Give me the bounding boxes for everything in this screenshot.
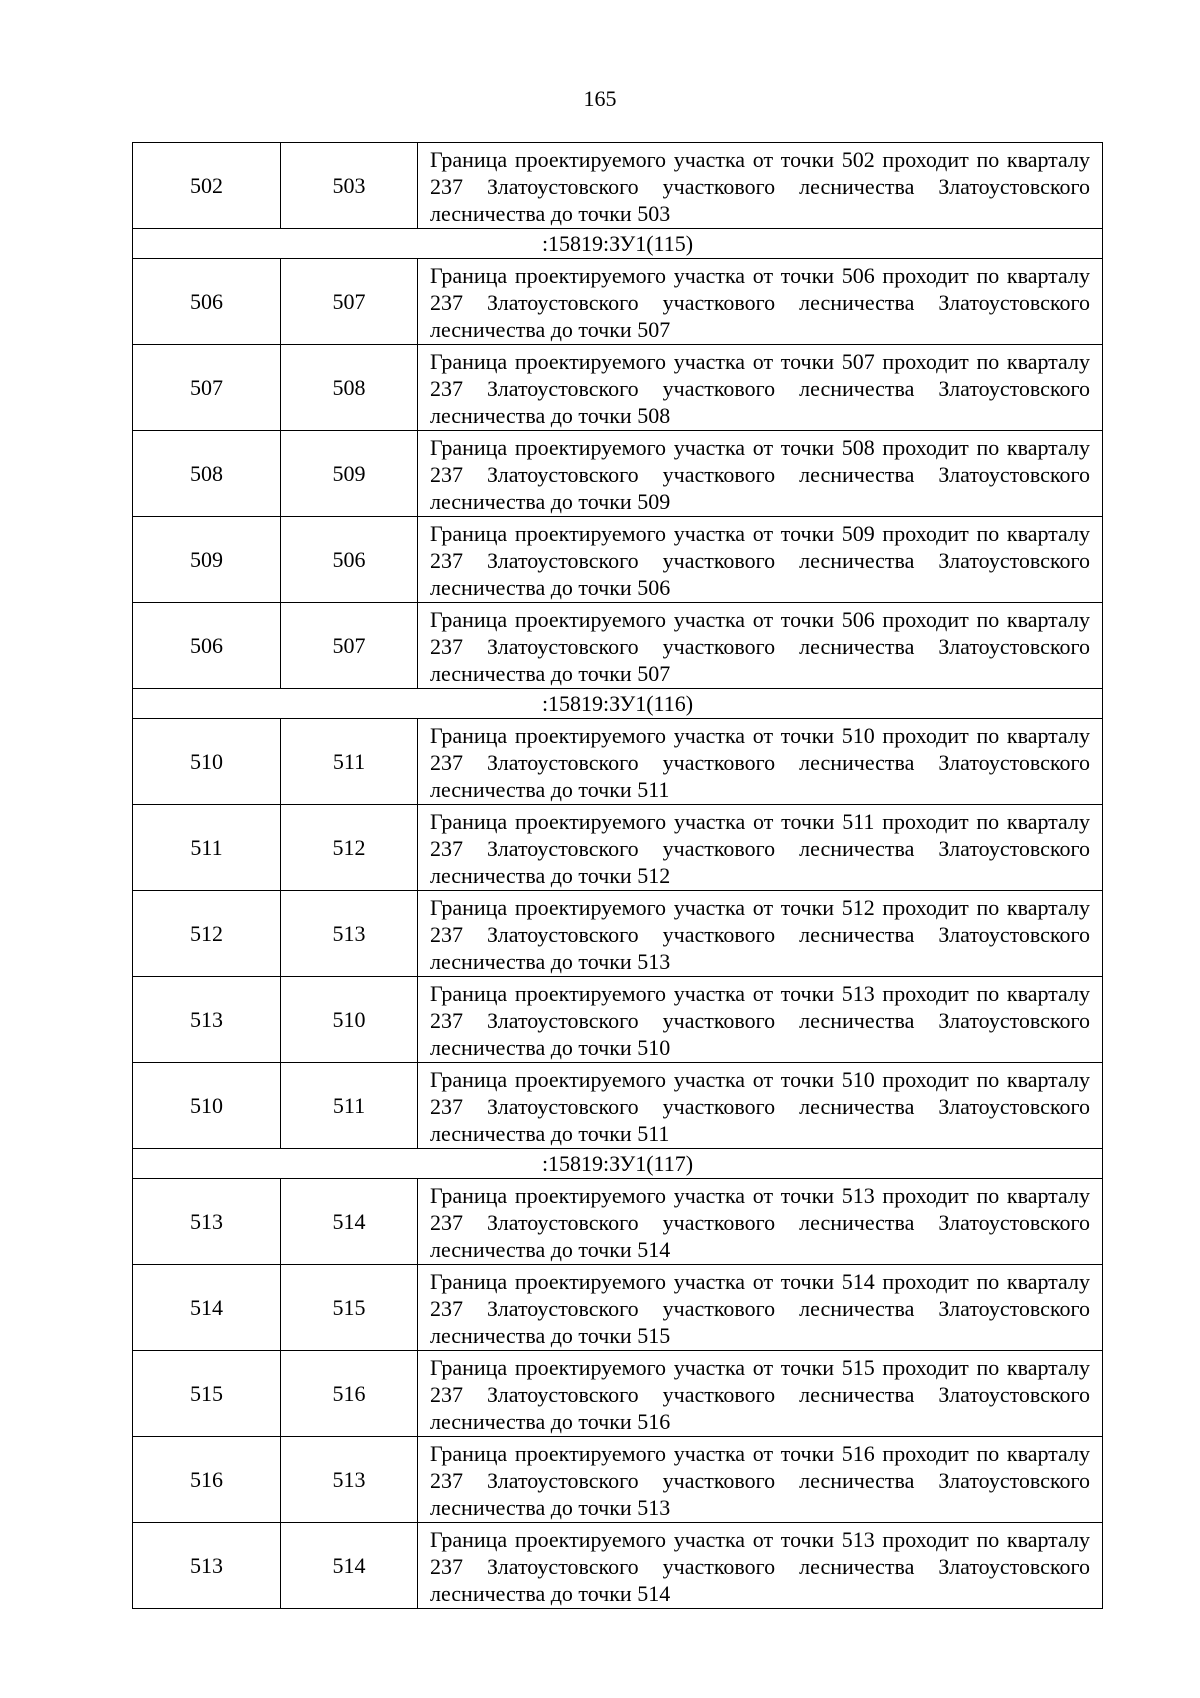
point-to-cell: 510: [281, 977, 418, 1063]
point-to-cell: 503: [281, 143, 418, 229]
page-number: 165: [583, 86, 617, 111]
table-row: [133, 719, 1103, 805]
point-from-cell: 510: [133, 1063, 281, 1149]
table-row: [133, 1063, 1103, 1149]
point-to-cell: 509: [281, 431, 418, 517]
table-row: [133, 977, 1103, 1063]
point-from-cell: 512: [133, 891, 281, 977]
boundary-description-cell: Граница проектируемого участка от точки 510 проходит по кварталу 237 Златоустовского участкового лесничества Златоустовского лесничества до точки 511: [418, 719, 1103, 805]
table-body: [133, 143, 1103, 1609]
boundary-description-cell: Граница проектируемого участка от точки 513 проходит по кварталу 237 Златоустовского участкового лесничества Златоустовского лесничества до точки 514: [418, 1523, 1103, 1609]
table-row: [133, 259, 1103, 345]
table-row: [133, 1437, 1103, 1523]
point-to-cell: 508: [281, 345, 418, 431]
table-row: [133, 143, 1103, 229]
boundary-description-cell: Граница проектируемого участка от точки 512 проходит по кварталу 237 Златоустовского участкового лесничества Златоустовского лесничества до точки 513: [418, 891, 1103, 977]
section-header-row: [133, 229, 1103, 259]
point-to-cell: 515: [281, 1265, 418, 1351]
table-row: [133, 517, 1103, 603]
point-from-cell: 511: [133, 805, 281, 891]
point-from-cell: 515: [133, 1351, 281, 1437]
table-row: [133, 431, 1103, 517]
table-row: [133, 1351, 1103, 1437]
point-from-cell: 507: [133, 345, 281, 431]
point-from-cell: 513: [133, 1523, 281, 1609]
boundary-description-cell: Граница проектируемого участка от точки 507 проходит по кварталу 237 Златоустовского участкового лесничества Златоустовского лесничества до точки 508: [418, 345, 1103, 431]
point-to-cell: 513: [281, 891, 418, 977]
point-from-cell: 509: [133, 517, 281, 603]
table-row: [133, 1179, 1103, 1265]
table-row: [133, 891, 1103, 977]
boundary-description-cell: Граница проектируемого участка от точки 515 проходит по кварталу 237 Златоустовского участкового лесничества Златоустовского лесничества до точки 516: [418, 1351, 1103, 1437]
table-row: [133, 1523, 1103, 1609]
point-to-cell: 507: [281, 603, 418, 689]
point-from-cell: 513: [133, 1179, 281, 1265]
point-to-cell: 511: [281, 1063, 418, 1149]
boundary-description-cell: Граница проектируемого участка от точки 514 проходит по кварталу 237 Златоустовского участкового лесничества Златоустовского лесничества до точки 515: [418, 1265, 1103, 1351]
boundary-table: [132, 142, 1103, 1609]
point-from-cell: 510: [133, 719, 281, 805]
point-from-cell: 514: [133, 1265, 281, 1351]
boundary-description-cell: Граница проектируемого участка от точки 502 проходит по кварталу 237 Златоустовского участкового лесничества Златоустовского лесничества до точки 503: [418, 143, 1103, 229]
boundary-description-cell: Граница проектируемого участка от точки 509 проходит по кварталу 237 Златоустовского участкового лесничества Златоустовского лесничества до точки 506: [418, 517, 1103, 603]
point-from-cell: 516: [133, 1437, 281, 1523]
point-from-cell: 506: [133, 603, 281, 689]
point-from-cell: 513: [133, 977, 281, 1063]
table-row: [133, 805, 1103, 891]
boundary-description-cell: Граница проектируемого участка от точки 511 проходит по кварталу 237 Златоустовского участкового лесничества Златоустовского лесничества до точки 512: [418, 805, 1103, 891]
section-header-row: [133, 689, 1103, 719]
point-from-cell: 508: [133, 431, 281, 517]
table-row: [133, 345, 1103, 431]
boundary-description-cell: Граница проектируемого участка от точки 506 проходит по кварталу 237 Златоустовского участкового лесничества Златоустовского лесничества до точки 507: [418, 259, 1103, 345]
section-label: :15819:ЗУ1(117): [133, 1149, 1103, 1179]
point-from-cell: 502: [133, 143, 281, 229]
point-to-cell: 514: [281, 1179, 418, 1265]
boundary-description-cell: Граница проектируемого участка от точки 508 проходит по кварталу 237 Златоустовского участкового лесничества Златоустовского лесничества до точки 509: [418, 431, 1103, 517]
boundary-description-cell: Граница проектируемого участка от точки 513 проходит по кварталу 237 Златоустовского участкового лесничества Златоустовского лесничества до точки 514: [418, 1179, 1103, 1265]
table-row: [133, 1265, 1103, 1351]
section-header-row: [133, 1149, 1103, 1179]
point-to-cell: 512: [281, 805, 418, 891]
section-label: :15819:ЗУ1(115): [133, 229, 1103, 259]
point-to-cell: 513: [281, 1437, 418, 1523]
point-from-cell: 506: [133, 259, 281, 345]
boundary-description-cell: Граница проектируемого участка от точки 506 проходит по кварталу 237 Златоустовского участкового лесничества Златоустовского лесничества до точки 507: [418, 603, 1103, 689]
point-to-cell: 507: [281, 259, 418, 345]
point-to-cell: 516: [281, 1351, 418, 1437]
section-label: :15819:ЗУ1(116): [133, 689, 1103, 719]
table-row: [133, 603, 1103, 689]
boundary-description-cell: Граница проектируемого участка от точки 516 проходит по кварталу 237 Златоустовского участкового лесничества Златоустовского лесничества до точки 513: [418, 1437, 1103, 1523]
point-to-cell: 514: [281, 1523, 418, 1609]
point-to-cell: 511: [281, 719, 418, 805]
boundary-description-cell: Граница проектируемого участка от точки 510 проходит по кварталу 237 Златоустовского участкового лесничества Златоустовского лесничества до точки 511: [418, 1063, 1103, 1149]
point-to-cell: 506: [281, 517, 418, 603]
boundary-description-cell: Граница проектируемого участка от точки 513 проходит по кварталу 237 Златоустовского участкового лесничества Златоустовского лесничества до точки 510: [418, 977, 1103, 1063]
